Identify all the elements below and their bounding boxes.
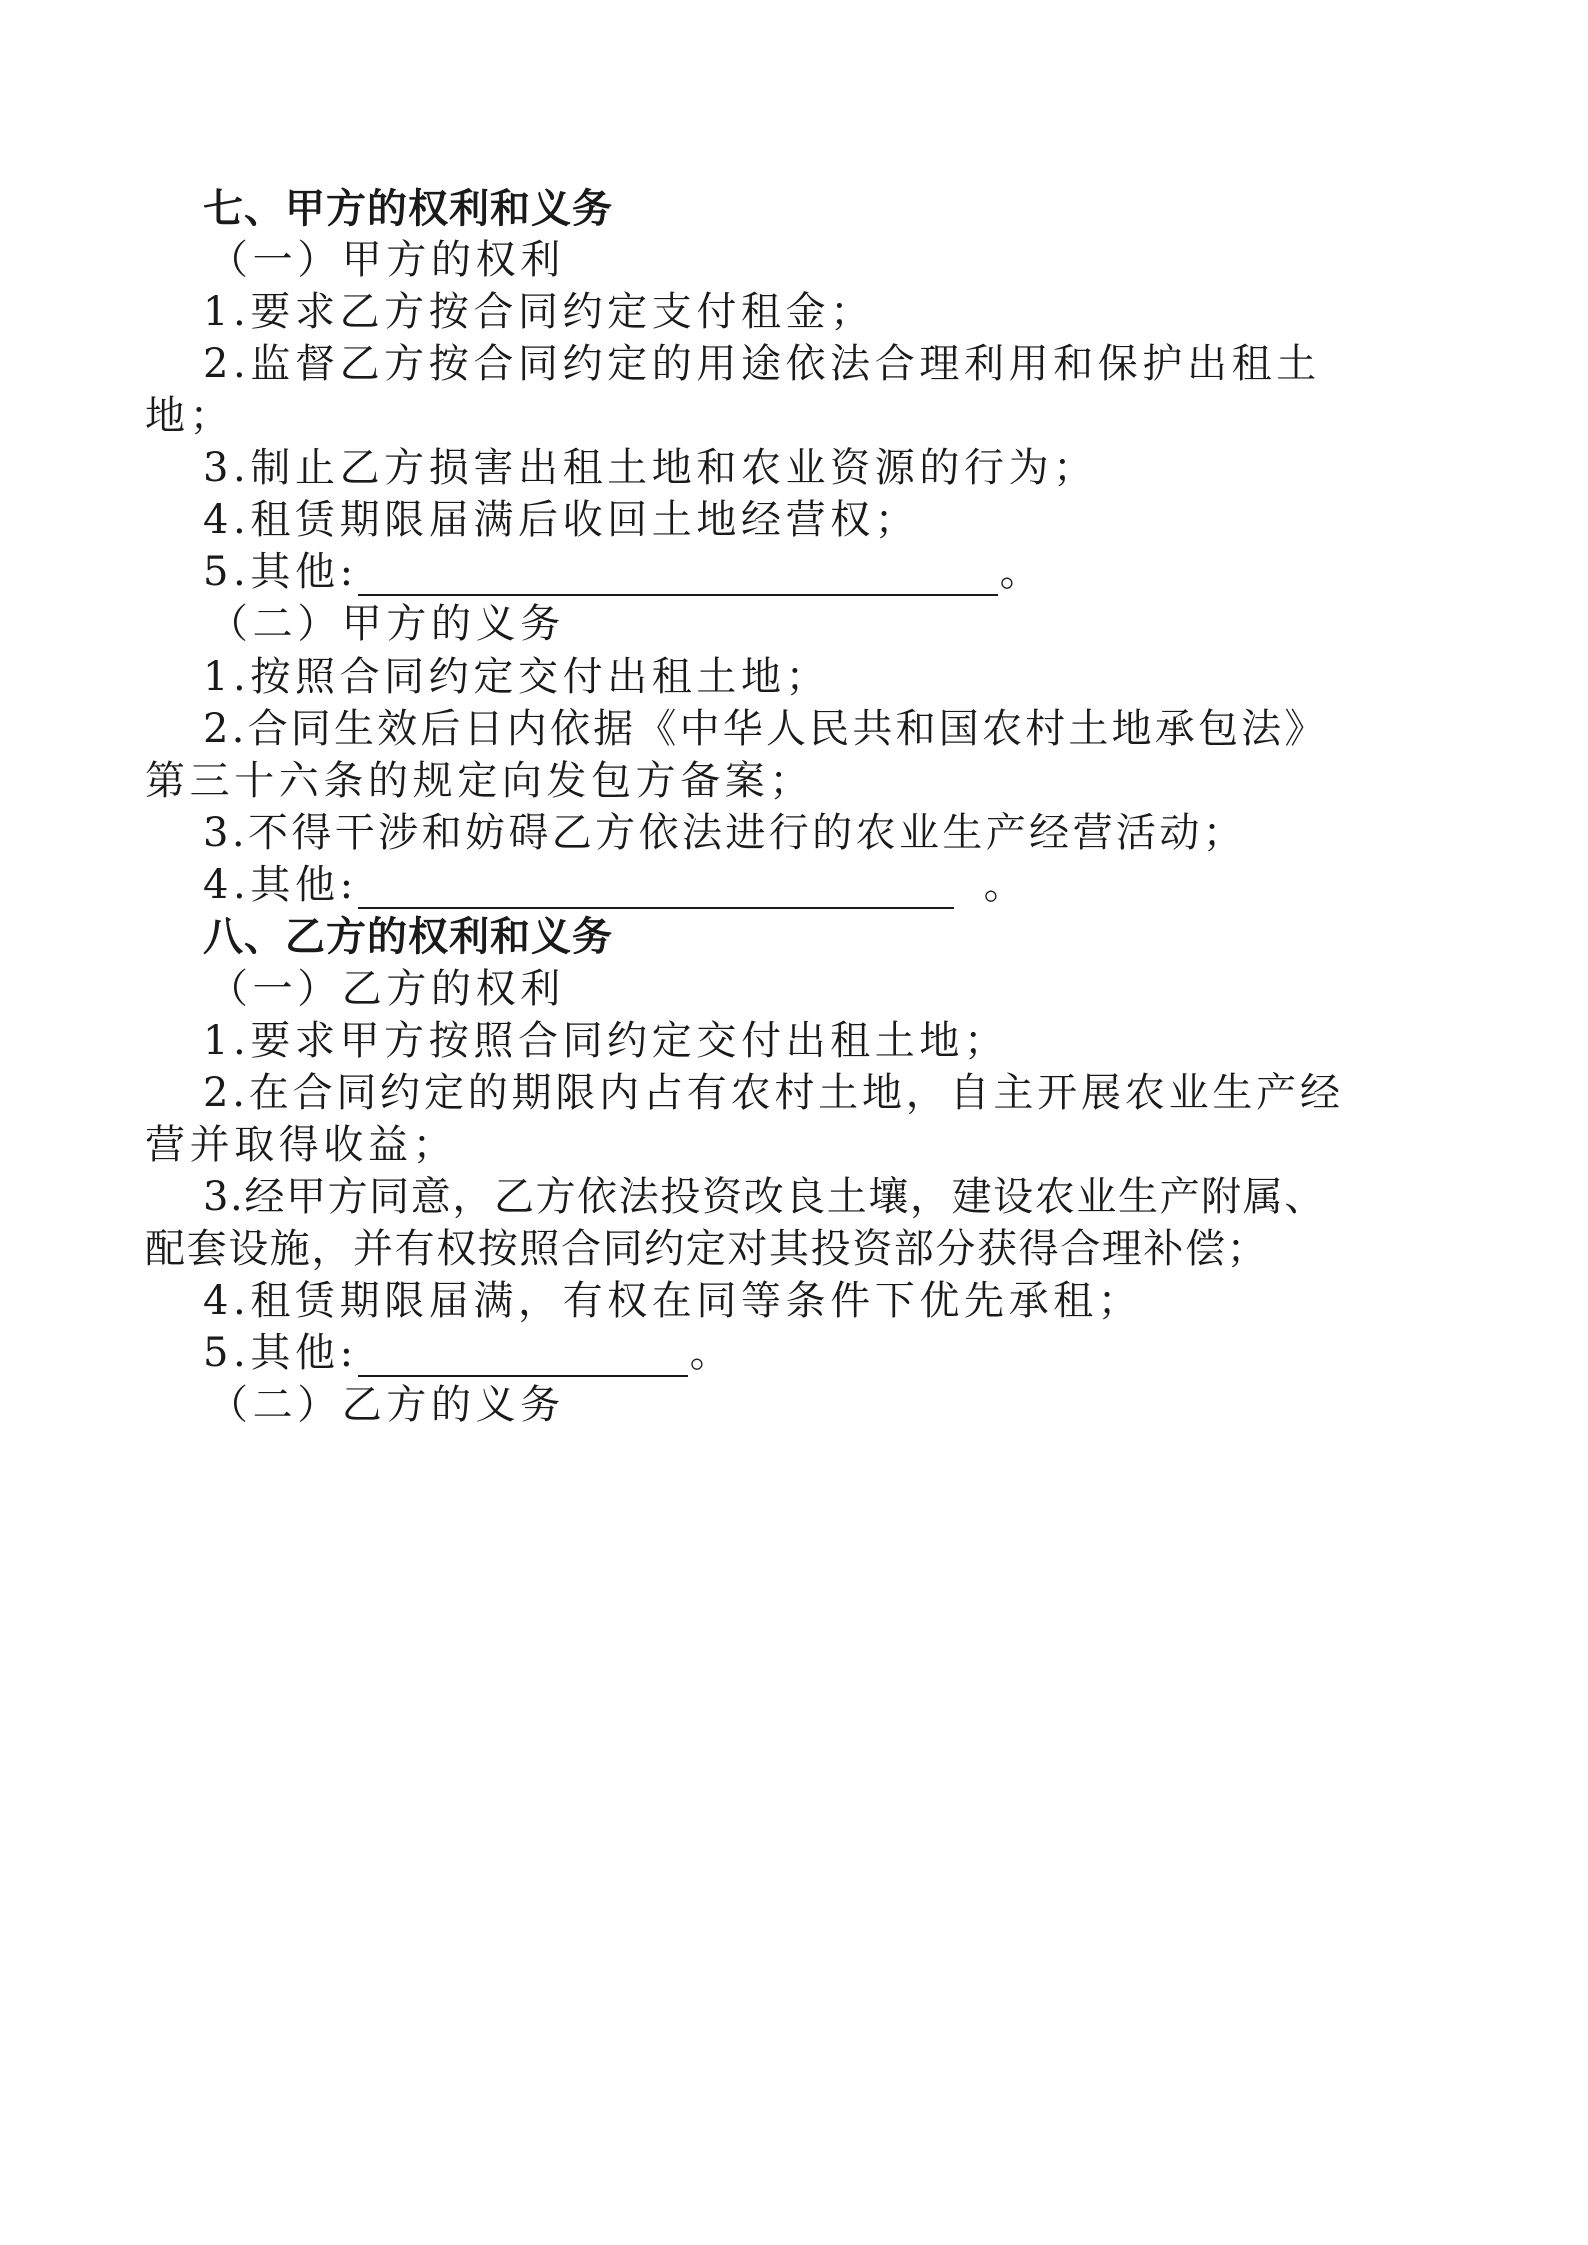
section-heading-8: 八、乙方的权利和义务 [203, 914, 613, 960]
clause-a-right-2: 2.监督乙方按合同约定的用途依法合理利用和保护出租土 [203, 341, 1321, 387]
clause-a-duty-4 [203, 861, 1028, 909]
clause-b-right-2-cont: 营并取得收益； [145, 1122, 458, 1168]
clause-a-right-1: 1.要求乙方按合同约定支付租金； [203, 289, 875, 335]
clause-b-right-1: 1.要求甲方按照合同约定交付出租土地； [203, 1018, 1009, 1064]
subsection-title-party-b-duties: （二）乙方的义务 [208, 1382, 565, 1428]
clause-b-right-2: 2.在合同约定的期限内占有农村土地，自主开展农业生产经 [203, 1070, 1344, 1116]
clause-a-right-3: 3.制止乙方损害出租土地和农业资源的行为； [203, 445, 1098, 491]
clause-a-right-4: 4.租赁期限届满后收回土地经营权； [203, 497, 920, 543]
fill-in-blank[interactable] [358, 867, 954, 909]
period: 。 [689, 1330, 735, 1376]
clause-b-right-4: 4.租赁期限届满，有权在同等条件下优先承租； [203, 1278, 1143, 1324]
subsection-title-party-a-rights: （一）甲方的权利 [208, 237, 565, 283]
clause-a-duty-1: 1.按照合同约定交付出租土地； [203, 654, 831, 700]
clause-a-duty-3: 3.不得干涉和妨碍乙方依法进行的农业生产经营活动； [203, 810, 1247, 856]
fill-in-blank[interactable] [358, 554, 998, 596]
subsection-title-party-b-rights: （一）乙方的权利 [208, 966, 565, 1012]
fill-in-blank[interactable] [358, 1335, 688, 1377]
section-heading-7: 七、甲方的权利和义务 [203, 186, 613, 232]
clause-b-right-3: 3.经甲方同意，乙方依法投资改良土壤，建设农业生产附属、 [203, 1174, 1326, 1220]
clause-a-right-5-label: 5.其他: [203, 549, 358, 595]
clause-b-right-5-label: 5.其他: [203, 1330, 358, 1376]
clause-a-duty-2-cont: 第三十六条的规定向发包方备案； [145, 758, 814, 804]
clause-a-right-2-cont: 地； [145, 393, 235, 439]
clause-a-duty-2: 2.合同生效后日内依据《中华人民共和国农村土地承包法》 [203, 706, 1328, 752]
period: 。 [983, 862, 1029, 908]
clause-b-right-5 [203, 1329, 734, 1377]
clause-b-right-3-cont: 配套设施，并有权按照合同约定对其投资部分获得合理补偿； [145, 1226, 1269, 1272]
period: 。 [999, 549, 1045, 595]
clause-a-duty-4-label: 4.其他: [203, 862, 358, 908]
clause-a-right-5 [203, 548, 1044, 596]
subsection-title-party-a-duties: （二）甲方的义务 [208, 601, 565, 647]
